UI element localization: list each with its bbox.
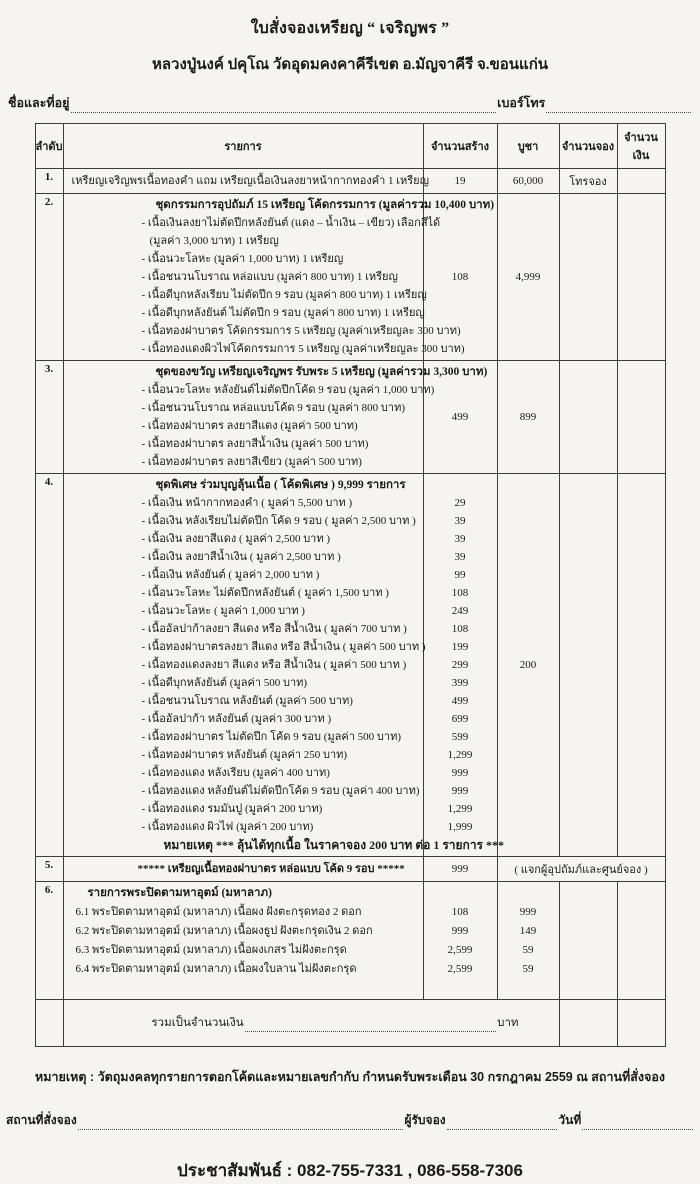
money-cell[interactable] bbox=[617, 169, 665, 194]
signature-line bbox=[6, 1111, 694, 1130]
jong-cell[interactable] bbox=[559, 474, 617, 857]
table-row bbox=[35, 1000, 665, 1047]
qty-value: 99 bbox=[454, 569, 466, 581]
bucha-cell bbox=[497, 882, 559, 1000]
order-table bbox=[35, 123, 666, 1047]
page-title: ใบสั่งจองเหรียญ “ เจริญพร ” bbox=[250, 20, 450, 37]
total-suffix: บาท bbox=[497, 1017, 519, 1029]
item-line: - เนื้อเงิน หลังเรียบไม่ตัดปีก โค้ด 9 รอบ ( มูลค่า 2,500 บาท ) bbox=[141, 515, 416, 527]
qty-cell bbox=[423, 882, 497, 1000]
qty-cell: 999 bbox=[423, 857, 497, 882]
money-cell[interactable] bbox=[617, 361, 665, 474]
item-line: - เนื้อเงินลงยาไม่ตัดปีกหลังยันต์ (แดง – น้ำเงิน – เขียว) เลือกสีได้ bbox=[141, 217, 441, 229]
item-line: (มูลค่า 3,000 บาท) 1 เหรียญ bbox=[149, 235, 279, 247]
item-line: - เนื้อชนวนโบราณ หล่อแบบโค้ด 9 รอบ (มูลค่า 800 บาท) bbox=[141, 402, 405, 414]
order-table-body bbox=[35, 169, 665, 1047]
column-header: รายการ bbox=[63, 124, 423, 169]
qty-value: 2,599 bbox=[447, 963, 473, 975]
item-line: - เนื้อชนวนโบราณ หล่อแบบ (มูลค่า 800 บาท) 1 เหรียญ bbox=[141, 271, 398, 283]
jong-cell[interactable] bbox=[559, 194, 617, 361]
row-number: 5. bbox=[35, 857, 63, 882]
table-row bbox=[35, 169, 665, 194]
date-label: วันที่ bbox=[558, 1113, 582, 1127]
item-line: - เนื้อทองแดง ผิวไฟ (มูลค่า 200 บาท) bbox=[141, 821, 314, 833]
bucha-spacer bbox=[498, 884, 559, 903]
item-line: 6.2 พระปิดตามหาอุตม์ (มหาลาภ) เนื้อผงธูป ฝังตะกรุดเงิน 2 ดอก bbox=[75, 925, 373, 937]
item-line: - เนื้อนวะโลหะ (มูลค่า 1,000 บาท) 1 เหรียญ bbox=[141, 253, 344, 265]
receiver-field[interactable] bbox=[447, 1116, 558, 1130]
qty-value: 399 bbox=[451, 677, 469, 689]
lucky-draw-note: หมายเหตุ *** ลุ้นได้ทุกเนื้อ ในราคาจอง 200 บาท ต่อ 1 รายการ *** bbox=[163, 838, 505, 852]
row-number: 6. bbox=[35, 882, 63, 1000]
qty-value: 249 bbox=[451, 605, 469, 617]
item-line: - เนื้อทองฝาบาตร ไม่ตัดปีก โค้ด 9 รอบ (มูลค่า 500 บาท) bbox=[141, 731, 401, 743]
item-line: - เนื้อนวะโลหะ ไม่ตัดปีกหลังยันต์ ( มูลค่า 1,500 บาท ) bbox=[141, 587, 389, 599]
qty-value: 1,299 bbox=[447, 803, 473, 815]
qty-cell: 108 bbox=[423, 194, 497, 361]
item-line: - เนื้อดีบุกหลังเรียบ ไม่ตัดปีก 9 รอบ (มูลค่า 800 บาท) 1 เหรียญ bbox=[141, 289, 427, 301]
item-line: 6.1 พระปิดตามหาอุตม์ (มหาลาภ) เนื้อผง ฝังตะกรุดทอง 2 ดอก bbox=[75, 906, 362, 918]
total-label: รวมเป็นจำนวนเงิน bbox=[151, 1017, 244, 1029]
table-row bbox=[35, 474, 665, 857]
qty-value: 39 bbox=[454, 551, 466, 563]
item-line: - เนื้อทองฝาบาตร ลงยาสีน้ำเงิน (มูลค่า 500 บาท) bbox=[141, 438, 369, 450]
total-amount-field[interactable] bbox=[245, 1019, 497, 1032]
section-header: ชุดพิเศษ ร่วมบุญลุ้นเนื้อ ( โค้ดพิเศษ ) 9,999 รายการ bbox=[155, 479, 406, 491]
jong-cell[interactable] bbox=[559, 882, 617, 1000]
footer-note: หมายเหตุ : วัตถุมงคลทุกรายการตอกโค้ดและหมายเลขกำกับ กำหนดรับพระเดือน 30 กรกฎาคม 2559 ณ สถานที่สั่งจอง bbox=[35, 1070, 665, 1084]
section-header: รายการพระปิดตามหาอุตม์ (มหาลาภ) bbox=[87, 887, 272, 899]
column-header: ลำดับ bbox=[35, 124, 63, 169]
item-line: - เนื้อเงิน หน้ากากทองคำ ( มูลค่า 5,500 บาท ) bbox=[141, 497, 353, 509]
qty-value: 108 bbox=[451, 623, 469, 635]
item-line: - เนื้ออัลปาก้า หลังยันต์ (มูลค่า 300 บาท ) bbox=[141, 713, 332, 725]
qty-value: 2,599 bbox=[447, 944, 473, 956]
contact-phone: ประชาสัมพันธ์ : 082-755-7331 , 086-558-7306 bbox=[177, 1161, 523, 1180]
qty-value: 29 bbox=[454, 497, 466, 509]
bucha-value: 999 bbox=[519, 906, 537, 918]
date-field[interactable] bbox=[582, 1116, 693, 1130]
item-line: - เนื้อนวะโลหะ ( มูลค่า 1,000 บาท ) bbox=[141, 605, 305, 617]
bucha-cell: 200 bbox=[497, 474, 559, 857]
jong-cell[interactable] bbox=[559, 1000, 617, 1047]
bucha-value: 149 bbox=[519, 925, 537, 937]
item-line: - เนื้อทองแดงผิวไฟโค้ดกรรมการ 5 เหรียญ (มูลค่าเหรียญละ 300 บาท) bbox=[141, 343, 465, 355]
item-line: - เนื้อทองฝาบาตร ลงยาสีแดง (มูลค่า 500 บาท) bbox=[141, 420, 358, 432]
name-address-label: ชื่อและที่อยู่ bbox=[8, 96, 70, 110]
qty-spacer bbox=[424, 884, 497, 903]
qty-value: 599 bbox=[451, 731, 469, 743]
item-line: - เนื้อเงิน ลงยาสีน้ำเงิน ( มูลค่า 2,500 บาท ) bbox=[141, 551, 341, 563]
item-line: - เนื้อทองแดง หลังเรียบ (มูลค่า 400 บาท) bbox=[141, 767, 330, 779]
total-cell bbox=[63, 1000, 559, 1047]
qty-value: 699 bbox=[451, 713, 469, 725]
header-row bbox=[35, 124, 665, 169]
place-label: สถานที่สั่งจอง bbox=[6, 1113, 77, 1127]
qty-value: 1,299 bbox=[447, 749, 473, 761]
column-header: จำนวนเงิน bbox=[617, 124, 665, 169]
item-line: - เนื้อทองแดง หลังยันต์ไม่ตัดปีกโค้ด 9 รอบ (มูลค่า 400 บาท) bbox=[141, 785, 420, 797]
item-line: 6.4 พระปิดตามหาอุตม์ (มหาลาภ) เนื้อผงใบลาน ไม่ฝังตะกรุด bbox=[75, 963, 357, 975]
item-line: - เนื้อทองฝาบาตร โค้ดกรรมการ 5 เหรียญ (มูลค่าเหรียญละ 300 บาท) bbox=[141, 325, 461, 337]
column-header: จำนวนสร้าง bbox=[423, 124, 497, 169]
bucha-cell: 60,000 bbox=[497, 169, 559, 194]
item-cell bbox=[63, 857, 423, 882]
row-number bbox=[35, 1000, 63, 1047]
item-line: - เนื้อทองแดง รมมันปู (มูลค่า 200 บาท) bbox=[141, 803, 323, 815]
item-line: - เนื้อทองฝาบาตร หลังยันต์ (มูลค่า 250 บาท) bbox=[141, 749, 348, 761]
item-line: - เนื้อทองแดงลงยา สีแดง หรือ สีน้ำเงิน ( มูลค่า 500 บาท ) bbox=[141, 659, 407, 671]
qty-cell bbox=[423, 474, 497, 857]
money-cell[interactable] bbox=[617, 194, 665, 361]
jong-cell[interactable]: โทรจอง bbox=[559, 169, 617, 194]
receiver-label: ผู้รับจอง bbox=[404, 1113, 446, 1127]
table-row bbox=[35, 857, 665, 882]
qty-spacer bbox=[424, 476, 497, 494]
qty-value: 1,999 bbox=[447, 821, 473, 833]
table-row bbox=[35, 361, 665, 474]
money-cell[interactable] bbox=[617, 474, 665, 857]
item-line: - เนื้อดีบุกหลังยันต์ (มูลค่า 500 บาท) bbox=[141, 677, 308, 689]
item-line: - เนื้ออัลปาก้าลงยา สีแดง หรือ สีน้ำเงิน ( มูลค่า 700 บาท ) bbox=[141, 623, 407, 635]
item-line: - เนื้อทองฝาบาตรลงยา สีแดง หรือ สีน้ำเงิน ( มูลค่า 500 บาท ) bbox=[141, 641, 426, 653]
item-line: - เนื้อเงิน ลงยาสีแดง ( มูลค่า 2,500 บาท ) bbox=[141, 533, 331, 545]
item-line: 6.3 พระปิดตามหาอุตม์ (มหาลาภ) เนื้อผงเกสร ไม่ฝังตะกรุด bbox=[75, 944, 347, 956]
row-number: 4. bbox=[35, 474, 63, 857]
row-number: 2. bbox=[35, 194, 63, 361]
name-address-line bbox=[8, 93, 692, 113]
column-header: จำนวนจอง bbox=[559, 124, 617, 169]
item-cell bbox=[63, 882, 423, 1000]
qty-value: 108 bbox=[451, 906, 469, 918]
row-number: 1. bbox=[35, 169, 63, 194]
spacer bbox=[64, 979, 421, 997]
item-line: - เนื้อชนวนโบราณ หลังยันต์ (มูลค่า 500 บาท) bbox=[141, 695, 353, 707]
table-row bbox=[35, 882, 665, 1000]
total-line bbox=[64, 1014, 559, 1032]
jong-cell[interactable] bbox=[559, 361, 617, 474]
qty-value: 199 bbox=[451, 641, 469, 653]
row-number: 3. bbox=[35, 361, 63, 474]
section-header: ชุดกรรมการอุปถัมภ์ 15 เหรียญ โค้ดกรรมการ (มูลค่ารวม 10,400 บาท) bbox=[155, 199, 495, 211]
column-header: บูชา bbox=[497, 124, 559, 169]
item-cell bbox=[63, 169, 429, 194]
phone-label: เบอร์โทร bbox=[497, 96, 546, 110]
section-header: ชุดของขวัญ เหรียญเจริญพร รับพระ 5 เหรียญ (มูลค่ารวม 3,300 บาท) bbox=[155, 366, 488, 378]
give-away-note: ( แจกผู้อุปถัมภ์และศูนย์จอง ) bbox=[497, 857, 665, 882]
item-line: - เนื้อเงิน หลังยันต์ ( มูลค่า 2,000 บาท ) bbox=[141, 569, 320, 581]
item-line: - เนื้อดีบุกหลังยันต์ ไม่ตัดปีก 9 รอบ (มูลค่า 800 บาท) 1 เหรียญ bbox=[141, 307, 425, 319]
qty-value: 999 bbox=[451, 767, 469, 779]
qty-value: 999 bbox=[451, 925, 469, 937]
place-field[interactable] bbox=[78, 1116, 404, 1130]
qty-cell: 19 bbox=[423, 169, 497, 194]
bucha-cell: 4,999 bbox=[497, 194, 559, 361]
name-address-field[interactable] bbox=[71, 99, 497, 113]
bucha-value: 59 bbox=[522, 963, 534, 975]
temple-subtitle: หลวงปู่นงค์ ปคุโณ วัดอุดมคงคาคีรีเขต อ.มัญจาคีรี จ.ขอนแก่น bbox=[151, 57, 549, 73]
item-line: - เนื้อทองฝาบาตร ลงยาสีเขียว (มูลค่า 500 บาท) bbox=[141, 456, 362, 468]
qty-value: 499 bbox=[451, 695, 469, 707]
phone-field[interactable] bbox=[546, 99, 691, 113]
qty-value: 108 bbox=[451, 587, 469, 599]
item-line: - เนื้อนวะโลหะ หลังยันต์ไม่ตัดปีกโค้ด 9 รอบ (มูลค่า 1,000 บาท) bbox=[141, 384, 435, 396]
qty-value: 999 bbox=[451, 785, 469, 797]
bucha-value: 59 bbox=[522, 944, 534, 956]
qty-value: 39 bbox=[454, 533, 466, 545]
qty-value: 39 bbox=[454, 515, 466, 527]
money-cell[interactable] bbox=[617, 1000, 665, 1047]
money-cell[interactable] bbox=[617, 882, 665, 1000]
item-text: ***** เหรียญเนื้อทองฝาบาตร หล่อแบบ โค้ด 9 รอบ ***** bbox=[137, 863, 405, 875]
bucha-cell: 899 bbox=[497, 361, 559, 474]
qty-value: 299 bbox=[451, 659, 469, 671]
order-table-head bbox=[35, 124, 665, 169]
table-row bbox=[35, 194, 665, 361]
qty-cell: 499 bbox=[423, 361, 497, 474]
item-text: เหรียญเจริญพรเนื้อทองคำ แถม เหรียญเนื้อเงินลงยาหน้ากากทองคำ 1 เหรียญ bbox=[71, 175, 429, 187]
